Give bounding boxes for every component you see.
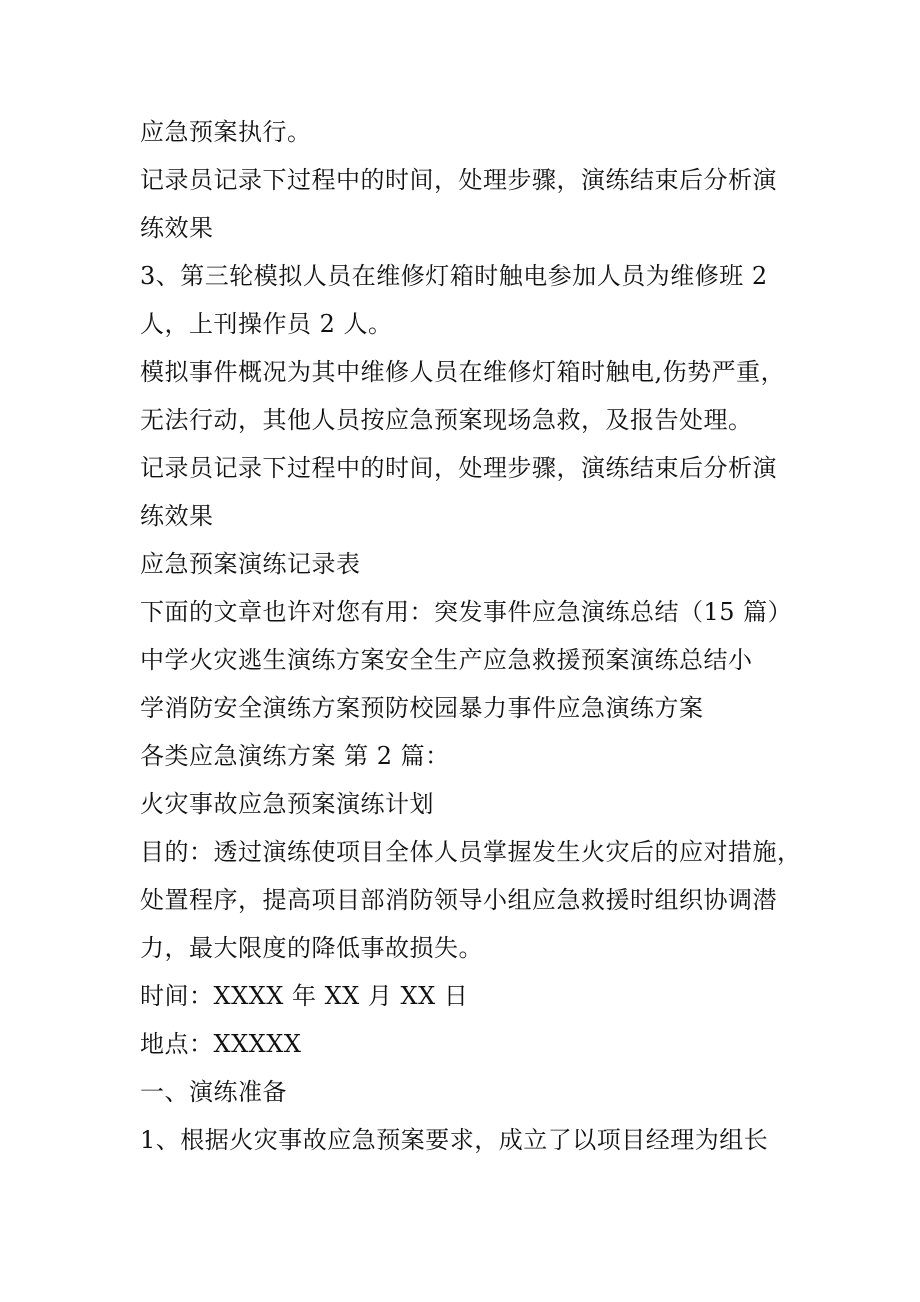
text-line: 人，上刊操作员 2 人。 <box>140 310 393 338</box>
section-heading: 各类应急演练方案 第 2 篇： <box>140 742 450 770</box>
text-line: 中学火灾逃生演练方案安全生产应急救援预案演练总结小 <box>140 646 753 674</box>
text-line: 应急预案执行。 <box>140 118 312 146</box>
text-line: 练效果 <box>140 502 214 530</box>
text-line: 下面的文章也许对您有用：突发事件应急演练总结（15 篇） <box>140 598 793 626</box>
section-heading: 火灾事故应急预案演练计划 <box>140 790 434 818</box>
text-line: 练效果 <box>140 214 214 242</box>
text-line: 无法行动，其他人员按应急预案现场急救，及报告处理。 <box>140 406 753 434</box>
text-line: 地点：XXXXX <box>140 1030 302 1058</box>
section-heading: 应急预案演练记录表 <box>140 550 361 578</box>
text-line: 记录员记录下过程中的时间，处理步骤，演练结束后分析演 <box>140 166 777 194</box>
section-heading: 一、演练准备 <box>140 1078 287 1106</box>
text-line: 模拟事件概况为其中维修人员在维修灯箱时触电,伤势严重， <box>140 358 786 386</box>
document-body <box>140 108 800 1164</box>
text-line: 学消防安全演练方案预防校园暴力事件应急演练方案 <box>140 694 704 722</box>
text-line: 3、第三轮模拟人员在维修灯箱时触电参加人员为维修班 2 <box>140 262 768 290</box>
text-line: 力，最大限度的降低事故损失。 <box>140 934 483 962</box>
text-line: 目的：透过演练使项目全体人员掌握发生火灾后的应对措施， <box>140 838 802 866</box>
text-line: 时间：XXXX 年 XX 月 XX 日 <box>140 982 469 1010</box>
text-line: 1、根据火灾事故应急预案要求，成立了以项目经理为组长 <box>140 1126 769 1154</box>
text-line: 处置程序，提高项目部消防领导小组应急救援时组织协调潜 <box>140 886 777 914</box>
text-line: 记录员记录下过程中的时间，处理步骤，演练结束后分析演 <box>140 454 777 482</box>
